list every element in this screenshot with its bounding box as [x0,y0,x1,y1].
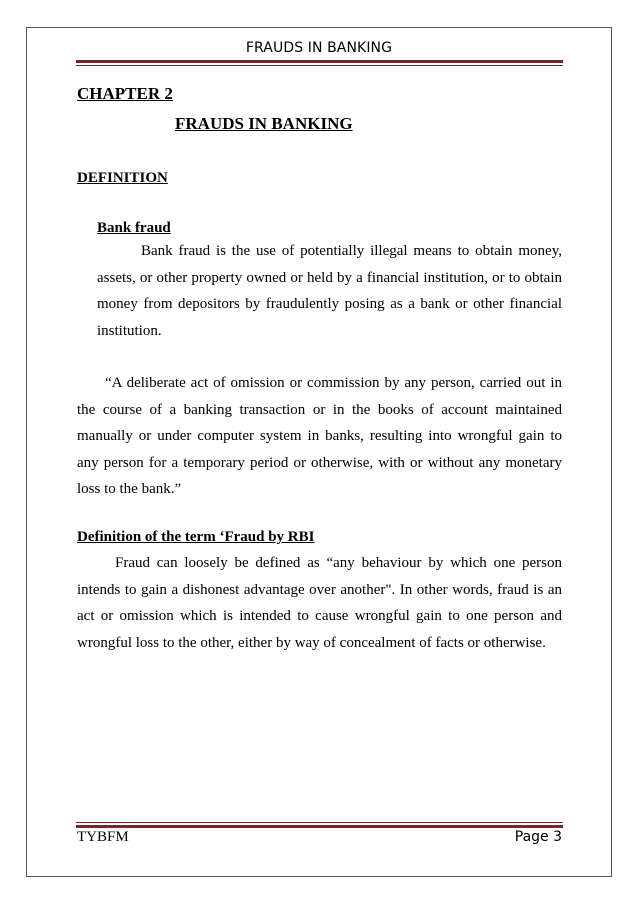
header-rule-thin [76,65,563,66]
footer-rule-thin [76,822,563,823]
running-header: FRAUDS IN BANKING [245,40,393,56]
bank-fraud-heading: Bank fraud [97,220,171,236]
quote-paragraph: “A deliberate act of omission or commission by any person, carried out in the course of a banking transaction or in the books of account maintained manually or under computer system in banks, resulting into wrongful gain to any person for a temporary period or otherwise, with or without any monetary loss to the bank.” [77,375,562,497]
header-rule-thick [76,60,563,63]
footer-course-label: TYBFM [77,829,129,845]
footer-rule-thick [76,825,563,828]
bank-fraud-paragraph: Bank fraud is the use of potentially illegal means to obtain money, assets, or other property owned or held by a financial institution, or to obtain money from depositors by fraudulently posing as a bank or other financial institution. [97,243,562,339]
definition-heading: DEFINITION [77,170,168,186]
page-number: Page 3 [514,829,562,845]
chapter-title: FRAUDS IN BANKING [175,114,353,133]
chapter-label: CHAPTER 2 [77,84,173,103]
rbi-definition-heading: Definition of the term ‘Fraud by RBI [77,529,315,545]
rbi-definition-paragraph: Fraud can loosely be defined as “any behaviour by which one person intends to gain a dishonest advantage over another". In other words, fraud is an act or omission which is intended to cause wrongful gain to one person and wrongful loss to the other, either by way of concealment of facts or otherwise. [77,555,562,651]
